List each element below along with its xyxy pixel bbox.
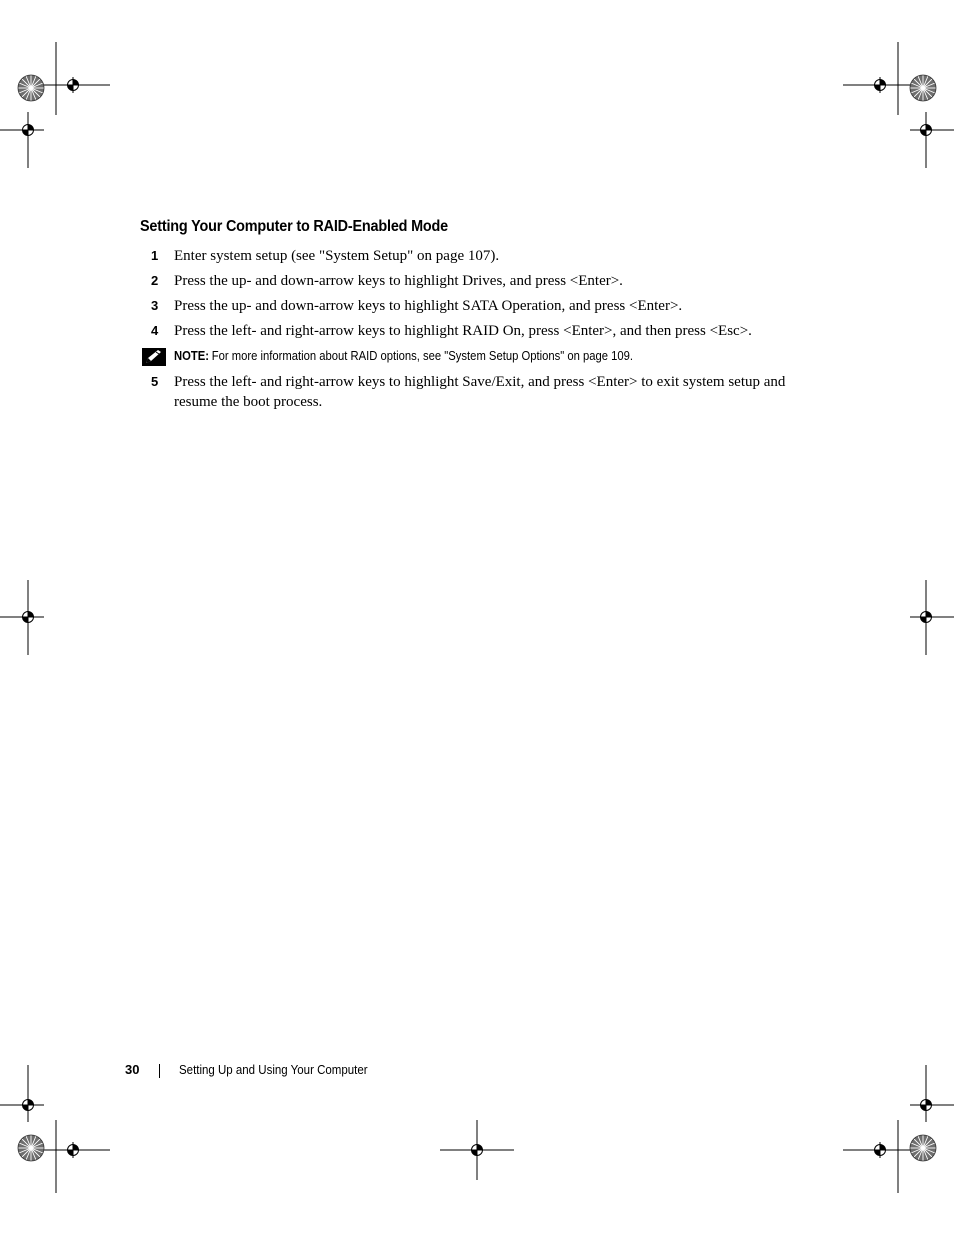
menu-item-drives: Drives (462, 273, 503, 289)
page-number: 30 (125, 1062, 140, 1077)
footer-chapter-title: Setting Up and Using Your Computer (179, 1063, 368, 1077)
step-text: Enter system setup (see "System Setup" on page 107). (174, 248, 500, 264)
page-footer (0, 1062, 954, 1082)
menu-item-sata-operation: SATA Operation (462, 298, 562, 314)
step-number: 2 (151, 273, 159, 288)
note-text: NOTE: For more information about RAID options, see "System Setup Options" on page 109. (174, 349, 634, 363)
option-save-exit: Save/Exit (462, 374, 521, 390)
step-text: Press the left- and right-arrow keys to highlight RAID On, press <Enter>, and then press <Esc>. (174, 323, 752, 339)
note-label: NOTE: (174, 349, 210, 363)
step-text: Press the up- and down-arrow keys to highlight SATA Operation, and press <Enter>. (174, 298, 683, 314)
step-number: 4 (151, 323, 159, 338)
step-number: 3 (151, 298, 159, 313)
step-text: Press the up- and down-arrow keys to highlight Drives, and press <Enter>. (174, 273, 623, 289)
step-number: 5 (151, 374, 159, 389)
section-heading: Setting Your Computer to RAID-Enabled Mode (140, 218, 448, 235)
step-text: Press the left- and right-arrow keys to highlight Save/Exit, and press <Enter> to exit system setup and resume the boot process. (174, 374, 786, 410)
step-number: 1 (151, 248, 159, 263)
note-box (140, 346, 840, 370)
footer-divider (159, 1064, 160, 1078)
option-raid-on: RAID On (462, 323, 522, 339)
note-pencil-icon (142, 348, 166, 371)
